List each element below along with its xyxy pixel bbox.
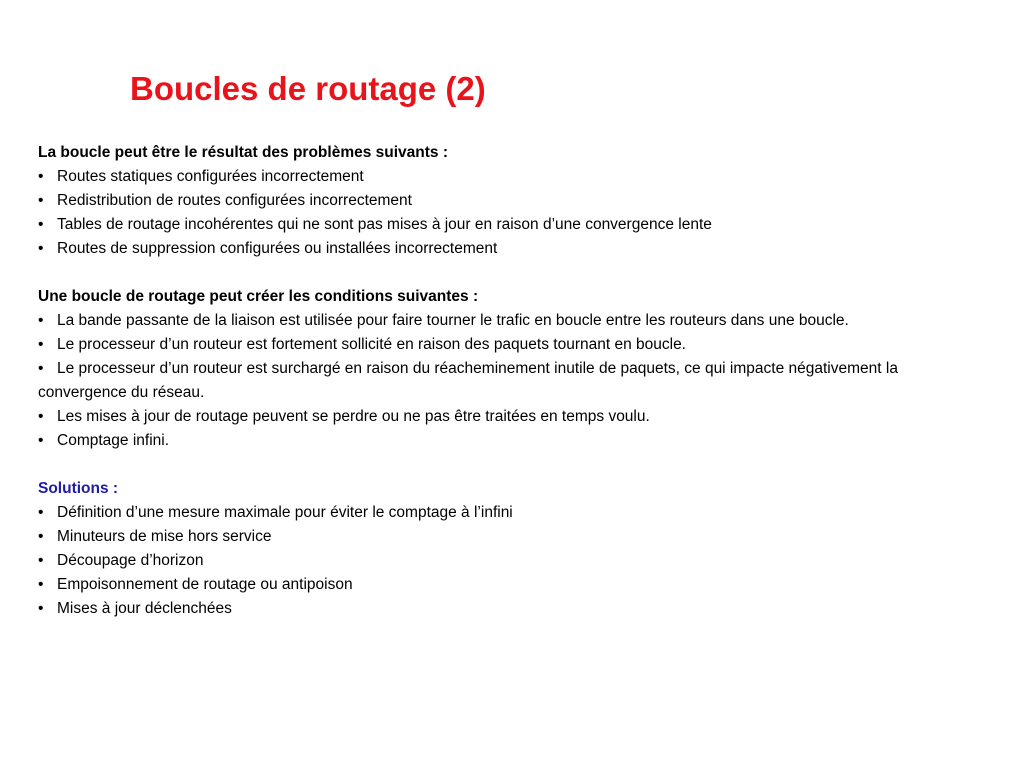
list-item-text: Le processeur d’un routeur est surchargé en raison du réacheminement inutile de paquets, ce qui impacte négativement la convergence du réseau.	[38, 360, 898, 401]
solutions-heading: Solutions :	[38, 480, 119, 497]
list-item-text: Mises à jour déclenchées	[57, 600, 232, 617]
list-item	[38, 189, 1008, 213]
list-item	[38, 573, 1008, 597]
bullet-list	[38, 165, 1008, 261]
bullet-icon: •	[38, 528, 44, 545]
list-item	[38, 597, 1008, 621]
list-item	[38, 549, 1008, 573]
list-item-text: Redistribution de routes configurées incorrectement	[57, 192, 412, 209]
section-heading: La boucle peut être le résultat des problèmes suivants :	[38, 144, 449, 161]
list-item-text: Le processeur d’un routeur est fortement sollicité en raison des paquets tournant en boucle.	[57, 336, 686, 353]
list-item	[38, 501, 1008, 525]
list-item	[38, 333, 1008, 357]
section-heading: Une boucle de routage peut créer les conditions suivantes :	[38, 288, 479, 305]
list-item-text: Comptage infini.	[57, 432, 170, 449]
list-item	[38, 237, 1008, 261]
list-item-text: Routes statiques configurées incorrectement	[57, 168, 364, 185]
bullet-icon: •	[38, 336, 44, 353]
bullet-icon: •	[38, 216, 44, 233]
bullet-icon: •	[38, 432, 44, 449]
list-item	[38, 429, 1008, 453]
list-item	[38, 213, 1008, 237]
list-item	[38, 165, 1008, 189]
bullet-icon: •	[38, 360, 44, 377]
bullet-list	[38, 501, 1008, 621]
list-item-text: Tables de routage incohérentes qui ne sont pas mises à jour en raison d’une convergence lente	[57, 216, 712, 233]
slide-title: Boucles de routage (2)	[130, 70, 486, 107]
bullet-icon: •	[38, 504, 44, 521]
list-item-text: Empoisonnement de routage ou antipoison	[57, 576, 353, 593]
list-item-text: Les mises à jour de routage peuvent se perdre ou ne pas être traitées en temps voulu.	[57, 408, 650, 425]
list-item-text: Définition d’une mesure maximale pour éviter le comptage à l’infini	[57, 504, 513, 521]
bullet-icon: •	[38, 240, 44, 257]
list-item-text: Routes de suppression configurées ou installées incorrectement	[57, 240, 498, 257]
slide-body	[38, 141, 1008, 621]
section-conditions	[38, 285, 1008, 453]
list-item	[38, 525, 1008, 549]
list-item-text: La bande passante de la liaison est utilisée pour faire tourner le trafic en boucle entre les routeurs dans une boucle.	[57, 312, 849, 329]
list-item-text: Découpage d’horizon	[57, 552, 204, 569]
list-item	[38, 357, 918, 405]
list-item	[38, 309, 1008, 333]
section-solutions	[38, 477, 1008, 621]
bullet-icon: •	[38, 408, 44, 425]
bullet-icon: •	[38, 192, 44, 209]
bullet-icon: •	[38, 600, 44, 617]
section-causes	[38, 141, 1008, 261]
list-item	[38, 405, 1008, 429]
list-item-text: Minuteurs de mise hors service	[57, 528, 272, 545]
bullet-icon: •	[38, 576, 44, 593]
bullet-icon: •	[38, 168, 44, 185]
bullet-icon: •	[38, 552, 44, 569]
bullet-list	[38, 309, 1008, 453]
bullet-icon: •	[38, 312, 44, 329]
